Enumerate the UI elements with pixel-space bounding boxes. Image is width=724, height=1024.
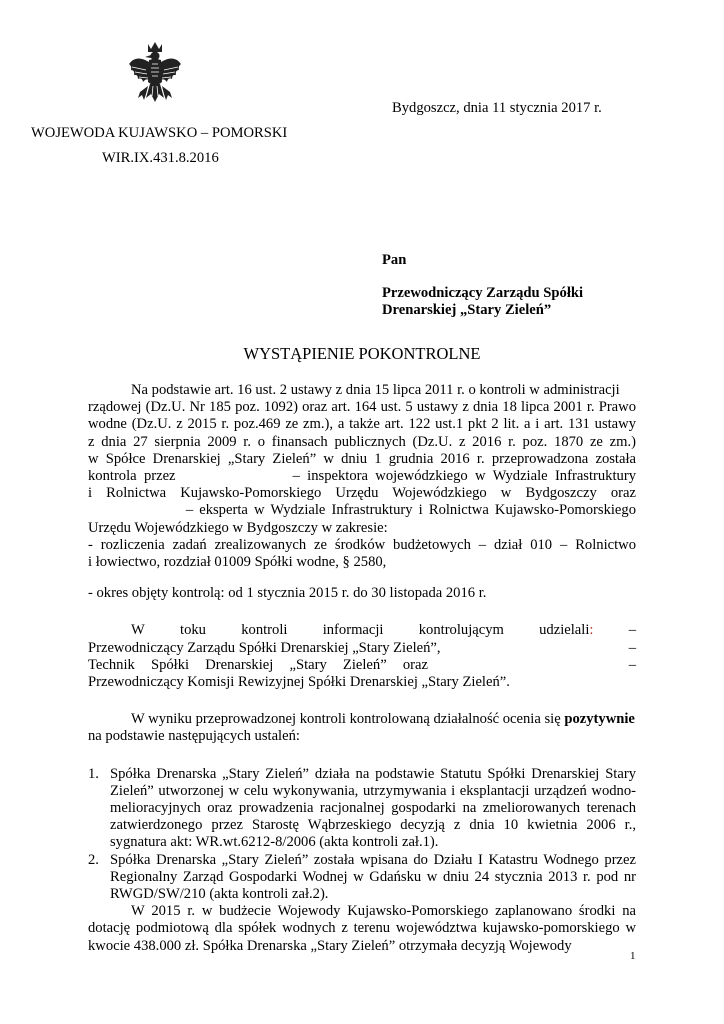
- scope-item-1: - rozliczenia zadań zrealizowanych ze środków budżetowych – dział 010 – Rolnictwo i łowiectwo, rozdział 01009 Spółki wodne, § 2580,: [88, 536, 636, 571]
- list-item: 1. Spółka Drenarska „Stary Zieleń” działa na podstawie Statutu Spółki Drenarskiej Stary Zieleń” utworzonej w celu wykonywania, utrzymywania i eksplantacji urządzeń wodno-melioracyjnych oraz prowadzenia racjonalnej gospodarki na zmeliorowanych terenach zatwierdzonego przez Starostę Wąbrzeskiego decyzją z dnia 10 kwietnia 2006 r., sygnatura akt: WR.wt.6212-8/2006 (akta kontroli zał.1).: [88, 765, 636, 851]
- info-line-1: W toku kontroli informacji kontrolującym udzielali: –: [131, 622, 636, 639]
- scope-item-2: - okres objęty kontrolą: od 1 stycznia 2015 r. do 30 listopada 2016 r.: [88, 585, 487, 602]
- document-body: [88, 382, 636, 955]
- info-line-2: Przewodniczący Zarządu Spółki Drenarskiej „Stary Zieleń”, –: [88, 639, 636, 656]
- budget-paragraph: W 2015 r. w budżecie Wojewody Kujawsko-Pomorskiego zaplanowano środki na dotację podmiotową dla spółek wodnych z terenu województwa kujawsko-pomorskiego w kwocie 438.000 zł. Spółka Drenarska „Stary Zieleń” otrzymała decyzją Wojewody: [88, 903, 636, 954]
- intro-paragraph: [88, 382, 636, 571]
- intro-line: Urzędu Wojewódzkiego w Bydgoszczy w zakresie:: [88, 519, 388, 536]
- intro-line: kontrola przez – inspektora wojewódzkiego w Wydziale Infrastruktury: [88, 468, 636, 485]
- polish-eagle-emblem-icon: [126, 40, 184, 112]
- assessment-paragraph: W wyniku przeprowadzonej kontroli kontrolowaną działalność ocenia się pozytywnie na podstawie następujących ustaleń:: [88, 711, 635, 745]
- recipient-line-1: Przewodniczący Zarządu Spółki: [382, 285, 584, 301]
- page-number: 1: [630, 950, 636, 962]
- assessment-result: pozytywnie: [564, 711, 635, 728]
- intro-line: w Spółce Drenarskiej „Stary Zieleń” w dniu 1 grudnia 2016 r. przeprowadzona została: [88, 450, 636, 467]
- intro-line: rządowej (Dz.U. Nr 185 poz. 1092) oraz art. 164 ust. 5 ustawy z dnia 18 lipca 2001 r. Prawo: [88, 399, 636, 416]
- intro-line: z dnia 27 sierpnia 2009 r. o finansach publicznych (Dz.U. z 2016 r. poz. 1870 ze zm.): [88, 433, 636, 450]
- recipient-line-2: Drenarskiej „Stary Zieleń”: [382, 302, 552, 318]
- document-title: WYSTĄPIENIE POKONTROLNE: [243, 344, 481, 363]
- recipient-address: [382, 285, 583, 319]
- info-paragraph: [88, 622, 636, 691]
- list-item: 2. Spółka Drenarska „Stary Zieleń” została wpisana do Działu I Katastru Wodnego przez Regionalny Zarząd Gospodarki Wodnej w Gdańsku w dniu 24 stycznia 2013 r. pod nr RWGD/SW/210 (akta kontroli zał.2).: [88, 851, 636, 903]
- findings-list: [88, 766, 636, 904]
- intro-line: wodne (Dz.U. z 2015 r. poz.469 ze zm.), a także art. 122 ust.1 pkt 2 lit. a i art. 131 ustawy: [88, 416, 636, 433]
- issuing-office: WOJEWODA KUJAWSKO – POMORSKI: [31, 125, 288, 141]
- recipient-salutation: Pan: [382, 252, 407, 268]
- intro-line: – eksperta w Wydziale Infrastruktury i Rolnictwa Kujawsko-Pomorskiego: [88, 502, 636, 519]
- intro-line: Na podstawie art. 16 ust. 2 ustawy z dnia 15 lipca 2011 r. o kontroli w administracji: [131, 382, 620, 398]
- info-line-3: Technik Spółki Drenarskiej „Stary Zieleń” oraz –: [88, 656, 636, 673]
- info-line-4: Przewodniczący Komisji Rewizyjnej Spółki Drenarskiej „Stary Zieleń”.: [88, 674, 510, 691]
- intro-line: i Rolnictwa Kujawsko-Pomorskiego Urzędu Wojewódzkiego w Bydgoszczy oraz: [88, 485, 636, 502]
- document-date: Bydgoszcz, dnia 11 stycznia 2017 r.: [392, 100, 602, 116]
- reference-number: WIR.IX.431.8.2016: [102, 150, 219, 166]
